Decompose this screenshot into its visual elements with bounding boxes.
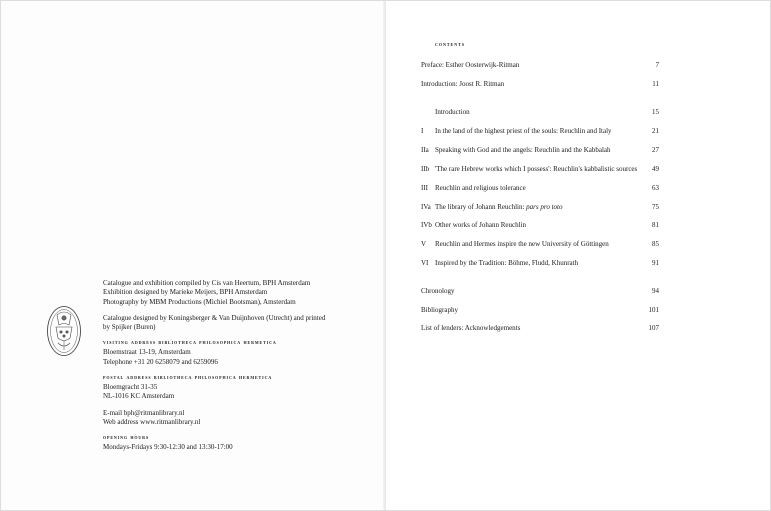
contents-heading: contents (435, 42, 466, 48)
credit-line: Photography by MBM Productions (Michiel Bootsman), Amsterdam (103, 297, 296, 306)
toc-chapter-number: III (421, 184, 428, 192)
toc-entry (421, 286, 659, 296)
toc-title (435, 202, 562, 212)
toc-page: 11 (652, 80, 659, 88)
toc-chapter-number: V (421, 240, 427, 248)
credit-line: Exhibition designed by Marieke Meijers, BPH Amsterdam (103, 288, 268, 297)
toc-page: 101 (648, 306, 659, 314)
toc-title: 'The rare Hebrew works which I possess': Reuchlin's kabbalistic sources (435, 165, 638, 173)
right-page (386, 0, 771, 511)
email-line: E-mail bph@ritmanlibrary.nl (103, 408, 185, 417)
toc-entry (421, 258, 659, 268)
toc-page: 21 (652, 127, 659, 135)
opening-hours-heading: opening hours (103, 435, 150, 442)
design-line: Catalogue designed by Koningsberger & Van Duijnhoven (Utrecht) and printed (103, 313, 326, 322)
visiting-address-block (103, 339, 373, 367)
toc-entry (421, 126, 659, 136)
toc-page: 49 (652, 165, 659, 173)
address-line: Bloemgracht 31-35 (103, 383, 158, 392)
toc-title-italic: pars pro toto (526, 203, 563, 211)
toc-title: Introduction (435, 108, 470, 116)
toc-title: Preface: Esther Oosterwijk-Ritman (421, 61, 520, 69)
toc-page: 85 (652, 240, 659, 248)
toc-page: 7 (655, 61, 659, 69)
toc-title: Bibliography (421, 306, 458, 314)
toc-title: Reuchlin and Hermes inspire the new University of Göttingen (435, 240, 609, 248)
postal-address-block (103, 374, 373, 402)
colophon (103, 279, 373, 460)
hours-line: Mondays-Fridays 9:30-12:30 and 13:30-17:00 (103, 443, 233, 452)
toc-title: Speaking with God and the angels: Reuchlin and the Kabbalah (435, 146, 611, 154)
toc-entry (421, 220, 659, 230)
toc-page: 27 (652, 146, 659, 154)
postal-address-heading: postal address bibliotheca philosophica hermetica (103, 375, 273, 382)
toc-title: Inspired by the Tradition: Böhme, Fludd, Khunrath (435, 259, 579, 267)
toc-chapter-number: IIb (421, 165, 430, 173)
toc-title: Reuchlin and religious tolerance (435, 184, 526, 192)
toc-chapter-number: IVa (421, 203, 431, 211)
toc-entry (421, 183, 659, 193)
toc-page: 107 (648, 324, 659, 332)
catalogue-design-block (103, 314, 373, 333)
toc-entry (421, 107, 659, 117)
toc-title: List of lenders: Acknowledgements (421, 324, 521, 332)
toc-chapter-number: VI (421, 259, 429, 267)
toc-page: 94 (652, 287, 659, 295)
toc-title: Chronology (421, 287, 455, 295)
library-seal-icon (46, 305, 82, 357)
address-line: Bloemstraat 13-19, Amsterdam (103, 348, 191, 357)
toc-chapter-number: I (421, 127, 424, 135)
toc-page: 15 (652, 108, 659, 116)
visiting-address-heading: visiting address bibliotheca philosophica hermetica (103, 340, 277, 347)
contact-block (103, 409, 373, 428)
address-line: Telephone +31 20 6258079 and 6259096 (103, 357, 218, 366)
address-line: NL-1016 KC Amsterdam (103, 392, 175, 401)
toc-chapter-number: IVb (421, 221, 432, 229)
toc-entry (421, 145, 659, 155)
toc-entry (421, 164, 659, 174)
toc-entry (421, 323, 659, 333)
toc-page: 75 (652, 203, 659, 211)
opening-hours-block (103, 434, 373, 452)
credit-line: Catalogue and exhibition compiled by Cis van Heertum, BPH Amsterdam (103, 279, 311, 287)
credits-block (103, 279, 373, 307)
toc-title-text: The library of Johann Reuchlin: (435, 203, 527, 211)
toc-page: 91 (652, 259, 659, 267)
design-line: by Spijker (Buren) (103, 323, 156, 332)
web-line: Web address www.ritmanlibrary.nl (103, 417, 201, 426)
toc-title: Introduction: Joost R. Ritman (421, 80, 505, 88)
toc-entry (421, 202, 659, 212)
toc-title: In the land of the highest priest of the souls: Reuchlin and Italy (435, 127, 612, 135)
toc-entry (421, 60, 659, 70)
toc-entry (421, 239, 659, 249)
toc-page: 81 (652, 221, 659, 229)
toc-entry (421, 305, 659, 315)
toc-title: Other works of Johann Reuchlin (435, 221, 526, 229)
toc-chapter-number: IIa (421, 146, 429, 154)
toc-entry (421, 79, 659, 89)
toc-page: 63 (652, 184, 659, 192)
